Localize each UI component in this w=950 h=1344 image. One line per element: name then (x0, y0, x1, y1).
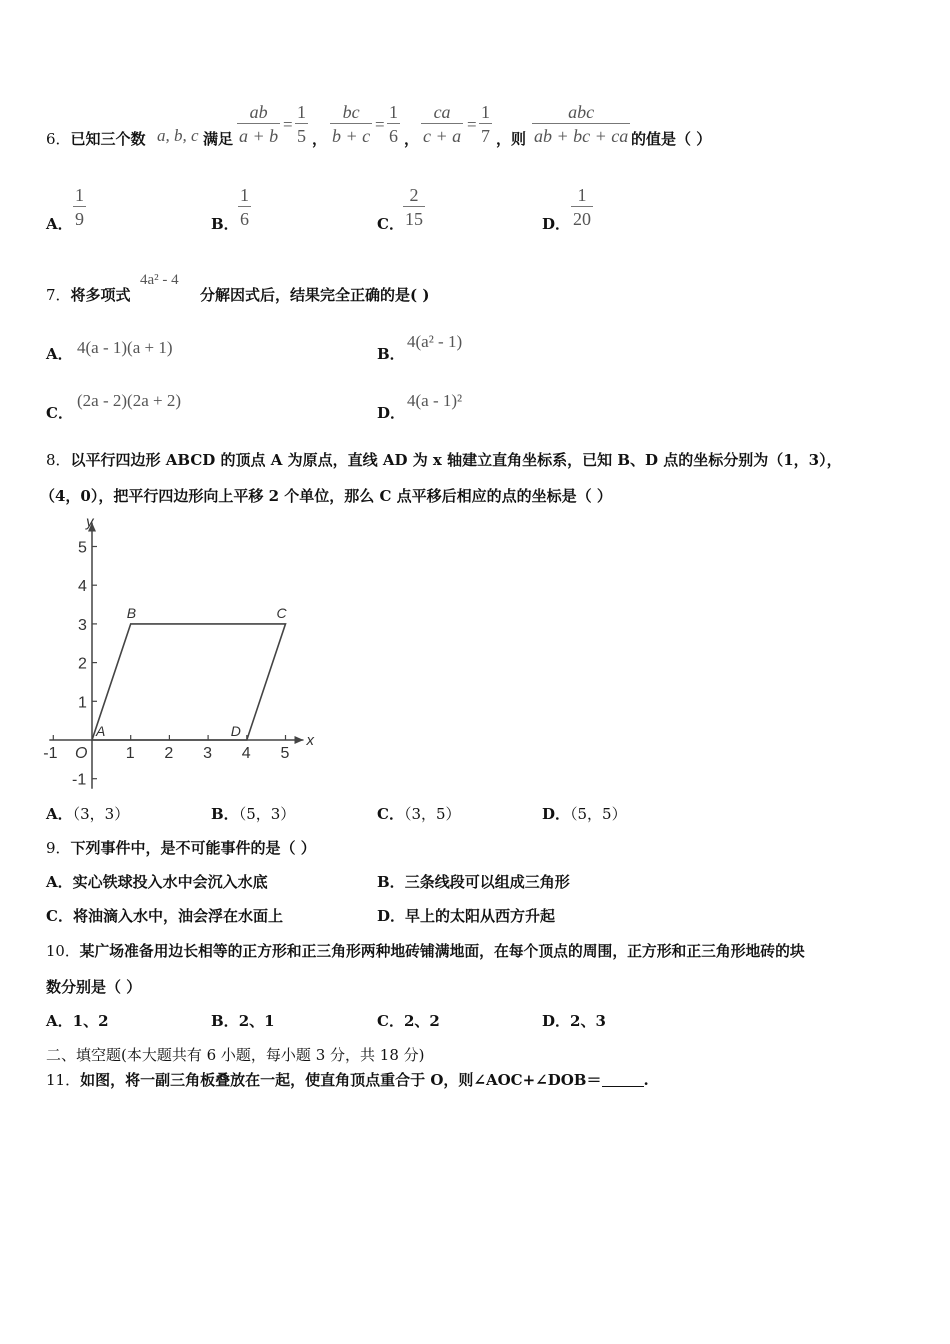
point-label-b: B (126, 604, 137, 621)
x-tick-label: 1 (125, 745, 135, 762)
q8-option-d[interactable]: D．（5，5） (542, 805, 627, 823)
point-label-c: C (276, 604, 287, 621)
q6-target-fraction: abc ab + bc + ca (534, 102, 629, 146)
y-tick-label: 4 (78, 578, 87, 596)
q8-coordinate-figure (40, 508, 330, 793)
q6-fraction-3-rhs: $\frac{1}{7}$ (481, 102, 490, 146)
x-tick-label: 5 (280, 745, 290, 762)
y-tick-label: 2 (78, 655, 87, 673)
x-axis-arrow (295, 736, 304, 744)
q6-fraction-3: $\frac{ca}{c + a}$ (423, 102, 462, 146)
q7-option-d[interactable]: D． (377, 404, 406, 422)
q8-stem-line1: 8．以平行四边形 ABCD 的顶点 A 为原点，直线 AD 为 x 轴建立直角坐标系，已知 B、D 点的坐标分别为（1，3）， (46, 451, 842, 469)
point-label-a: A (96, 723, 106, 739)
x-tick-label: 2 (164, 745, 174, 762)
q6-option-c-fraction: $\frac{2}{15}$ (405, 185, 423, 229)
y-tick-label: 1 (78, 694, 87, 712)
q6-text-value: 的值是（ ） (631, 130, 712, 148)
q6-text-then: ，则 (496, 130, 527, 148)
q7-option-b-expr: 4(a² - 1) (407, 332, 463, 351)
q8-option-c[interactable]: C．（3，5） (377, 805, 461, 823)
q9-option-b[interactable]: B．三条线段可以组成三角形 (377, 873, 570, 891)
q7-number: 7． (46, 286, 71, 304)
q11-number: 11． (46, 1071, 81, 1089)
q11-answer-blank[interactable] (602, 1072, 644, 1087)
q6-option-b[interactable]: B． (211, 215, 239, 233)
q7-text-rest: 分解因式后，结果完全正确的是( ) (200, 286, 430, 304)
y-tick-label: 3 (78, 616, 87, 634)
q6-fraction-2: $\frac{bc}{b + c}$ (332, 102, 371, 146)
q7-option-a-expr: 4(a - 1)(a + 1) (77, 338, 173, 357)
point-label-d: D (230, 723, 241, 739)
q9-option-d[interactable]: D．早上的太阳从西方升起 (377, 907, 556, 925)
q6-option-d[interactable]: D． (542, 215, 571, 233)
q6-option-a[interactable]: A． (46, 215, 73, 233)
x-axis-label: x (306, 732, 314, 749)
q10-number: 10． (46, 943, 80, 960)
q6-option-b-fraction: $\frac{1}{6}$ (240, 185, 249, 229)
q9-stem: 9．下列事件中，是不可能事件的是（ ） (46, 839, 316, 857)
q10-option-a[interactable]: A．1、2 (46, 1012, 109, 1030)
y-axis-label: y (86, 513, 94, 531)
q10-option-c[interactable]: C．2、2 (377, 1012, 440, 1030)
q7-option-c[interactable]: C． (46, 404, 73, 422)
q6-vars: a, b, c (157, 126, 199, 145)
q6-fraction-2-rhs: $\frac{1}{6}$ (389, 102, 398, 146)
q6-text-satisfy: 满足 (203, 130, 234, 148)
q8-option-a[interactable]: A．（3，3） (46, 805, 130, 823)
q6-option-d-fraction: $\frac{1}{20}$ (573, 185, 591, 229)
section-2-title: 二、填空题(本大题共有 6 小题，每小题 3 分，共 18 分) (46, 1046, 425, 1064)
q7-option-c-expr: (2a - 2)(2a + 2) (77, 391, 181, 410)
parallelogram-abcd (92, 624, 286, 740)
q10-stem-line1: 10．某广场准备用边长相等的正方形和正三角形两种地砖铺满地面，在每个顶点的周围，正方形和正三角形地砖的块 (46, 943, 805, 960)
q9-number: 9． (46, 839, 71, 857)
y-tick-label: -1 (72, 771, 87, 789)
q6-fraction-1: $\frac{ab}{a + b}$ (239, 102, 279, 146)
x-tick-label: 4 (241, 745, 251, 762)
q10-option-b[interactable]: B．2、1 (211, 1012, 275, 1030)
x-tick-label: -1 (43, 745, 58, 762)
x-tick-label: 3 (203, 745, 213, 762)
q10-stem-line2: 数分别是（ ） (46, 978, 142, 996)
q8-number: 8． (46, 451, 71, 469)
q7-option-d-expr: 4(a - 1)² (407, 391, 463, 410)
q7-stem: 7．将多项式 (46, 286, 131, 304)
q6-option-c[interactable]: C． (377, 215, 404, 233)
q7-option-a[interactable]: A． (46, 345, 73, 363)
q7-option-b[interactable]: B． (377, 345, 405, 363)
q9-option-c[interactable]: C．将油滴入水中，油会浮在水面上 (46, 907, 283, 925)
q6-option-a-fraction: $\frac{1}{9}$ (75, 185, 84, 229)
q7-expression: 4a² - 4 (140, 272, 179, 288)
q11-stem: 11．如图，将一副三角板叠放在一起，使直角顶点重合于 O，则∠AOC+∠DOB＝ . (46, 1071, 649, 1089)
origin-label: O (75, 745, 88, 762)
q6-number: 6． (46, 130, 71, 148)
q8-stem-line2: （4，0），把平行四边形向上平移 2 个单位，那么 C 点平移后相应的点的坐标是（ ） (40, 487, 612, 505)
q9-option-a[interactable]: A．实心铁球投入水中会沉入水底 (46, 873, 268, 891)
q6-stem: 6．已知三个数 (46, 130, 146, 148)
q10-option-d[interactable]: D．2、3 (542, 1012, 606, 1030)
q6-fraction-1-rhs: $\frac{1}{5}$ (297, 102, 306, 146)
q8-option-b[interactable]: B．（5，3） (211, 805, 296, 823)
y-tick-label: 5 (78, 539, 87, 557)
